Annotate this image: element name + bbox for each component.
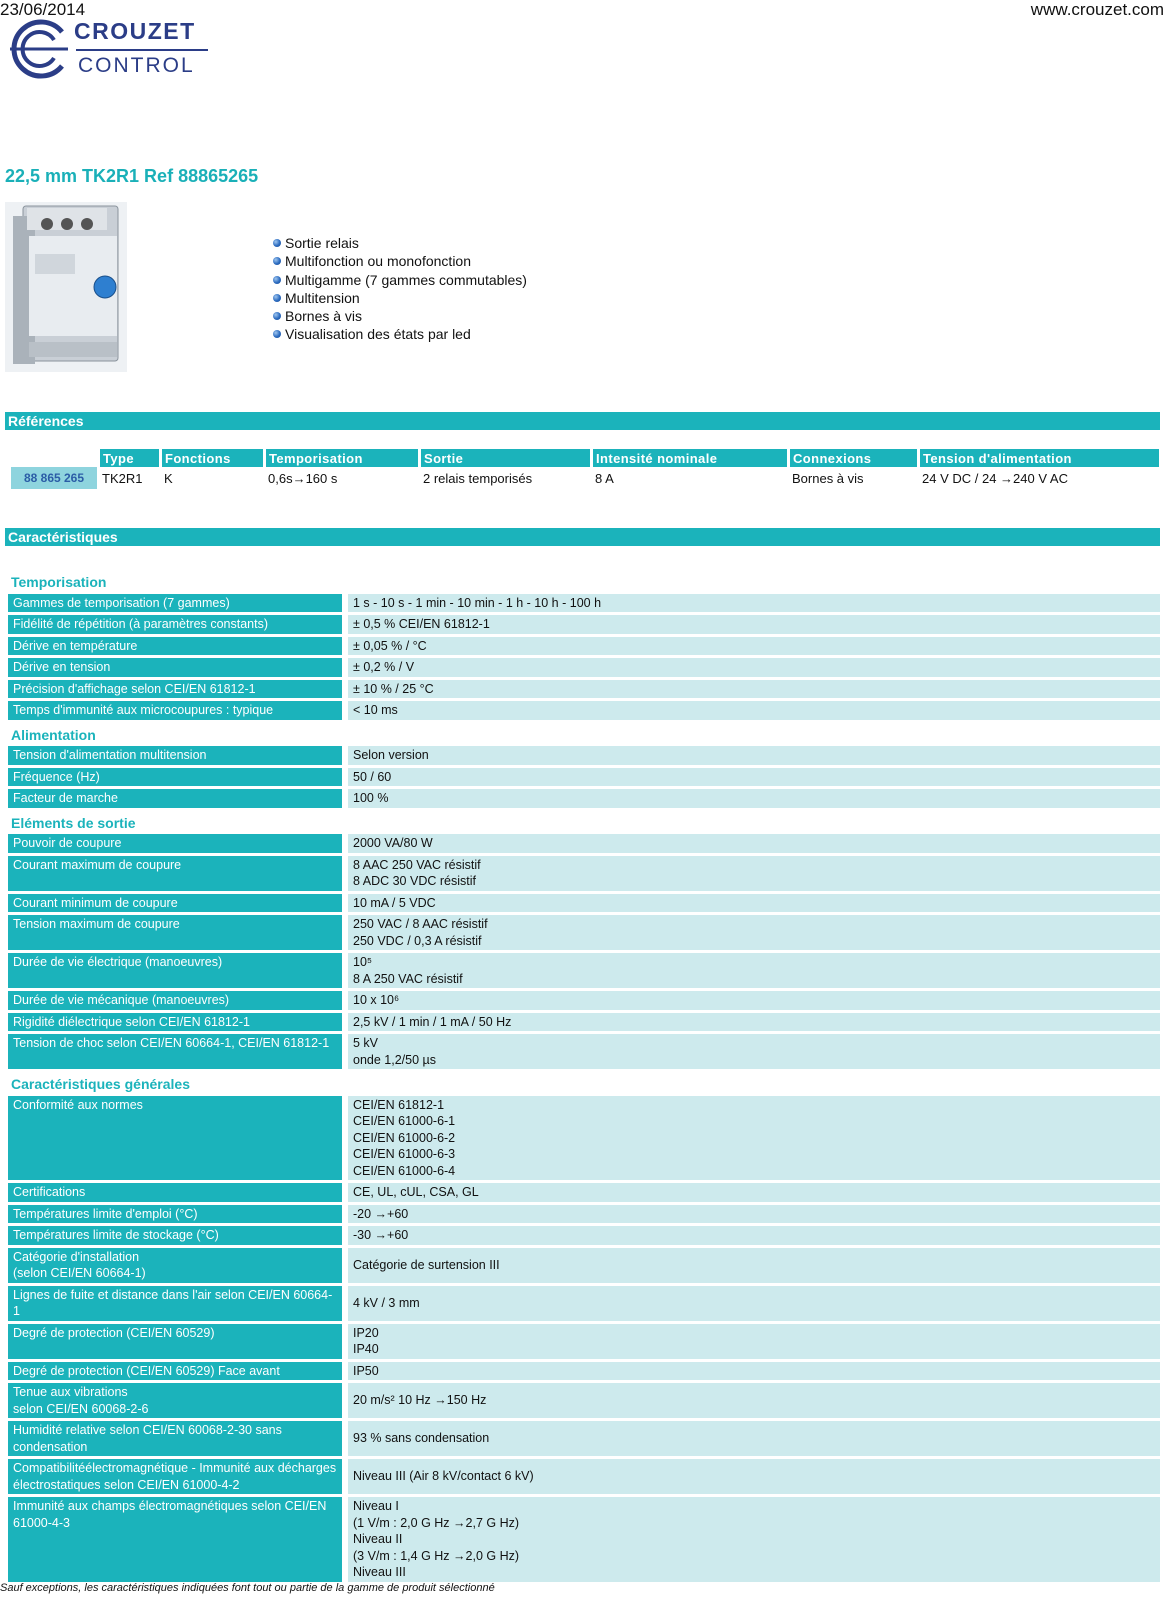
col-header-sortie: Sortie bbox=[421, 449, 590, 467]
value-line: CEI/EN 61000-6-3 bbox=[353, 1147, 456, 1161]
characteristic-value bbox=[348, 915, 1160, 950]
table-row bbox=[8, 1034, 1160, 1069]
col-header-intensite: Intensité nominale bbox=[593, 449, 787, 467]
characteristic-label: Gammes de temporisation (7 gammes) bbox=[8, 594, 348, 613]
reference-code[interactable]: 88 865 265 bbox=[11, 467, 97, 489]
feature-list bbox=[273, 234, 527, 344]
characteristic-value bbox=[348, 637, 1160, 656]
table-row bbox=[8, 1013, 1160, 1032]
feature-item: Multifonction ou monofonction bbox=[273, 252, 527, 270]
table-cell: TK2R1 bbox=[102, 470, 143, 486]
characteristic-label: Dérive en température bbox=[8, 637, 348, 656]
characteristic-value bbox=[348, 1362, 1160, 1381]
value-line: 100 % bbox=[353, 791, 389, 805]
characteristic-value bbox=[348, 953, 1160, 988]
table-row bbox=[8, 834, 1160, 853]
table-row bbox=[8, 1205, 1160, 1224]
value-line: Niveau III (Air 8 kV/contact 6 kV) bbox=[353, 1469, 534, 1484]
table-row bbox=[8, 1459, 1160, 1494]
group-header bbox=[8, 811, 1160, 832]
table-row bbox=[8, 637, 1160, 656]
value-line: 5 kV bbox=[353, 1036, 379, 1050]
table-row bbox=[8, 856, 1160, 891]
relay-device-icon bbox=[5, 202, 127, 372]
crouzet-logo-icon bbox=[2, 18, 72, 80]
characteristic-value bbox=[348, 1183, 1160, 1202]
group-header bbox=[8, 570, 1160, 591]
value-line: IP40 bbox=[353, 1342, 379, 1356]
value-line: 4 kV / 3 mm bbox=[353, 1295, 420, 1310]
value-line: 2,5 kV / 1 min / 1 mA / 50 Hz bbox=[353, 1014, 512, 1029]
feature-item: Sortie relais bbox=[273, 234, 527, 252]
table-row bbox=[8, 701, 1160, 720]
site-url[interactable]: www.crouzet.com bbox=[1030, 0, 1164, 19]
crouzet-logo bbox=[2, 18, 210, 80]
characteristic-label: Lignes de fuite et distance dans l'air selon CEI/EN 60664-1 bbox=[8, 1286, 348, 1321]
characteristic-label: Compatibilitéélectromagnétique - Immunité aux décharges électrostatiques selon CEI/EN 61000-4-2 bbox=[8, 1459, 348, 1494]
value-line: Selon version bbox=[353, 748, 429, 762]
value-line: CEI/EN 61000-6-4 bbox=[353, 1163, 456, 1178]
value-line: (1 V/m : 2,0 G Hz →2,7 G Hz) bbox=[353, 1515, 520, 1530]
table-row bbox=[8, 594, 1160, 613]
feature-item: Bornes à vis bbox=[273, 307, 527, 325]
characteristic-label: Immunité aux champs électromagnétiques selon CEI/EN 61000-4-3 bbox=[8, 1497, 348, 1582]
characteristic-value bbox=[348, 680, 1160, 699]
characteristic-label: Degré de protection (CEI/EN 60529) bbox=[8, 1324, 348, 1359]
value-line: 10 mA / 5 VDC bbox=[353, 895, 436, 910]
characteristic-value bbox=[348, 768, 1160, 787]
characteristic-label: Dérive en tension bbox=[8, 658, 348, 677]
col-header-tension: Tension d'alimentation bbox=[920, 449, 1159, 467]
value-line: IP50 bbox=[353, 1363, 379, 1378]
group-title: Temporisation bbox=[8, 570, 1160, 591]
product-image bbox=[5, 202, 127, 372]
characteristic-value bbox=[348, 1421, 1160, 1456]
characteristic-value bbox=[348, 615, 1160, 634]
characteristic-label: Durée de vie mécanique (manoeuvres) bbox=[8, 991, 348, 1010]
value-line: 10 x 10⁶ bbox=[353, 993, 400, 1007]
col-header-type: Type bbox=[100, 449, 159, 467]
table-row bbox=[8, 1383, 1160, 1418]
ref-header-blank bbox=[11, 449, 97, 467]
group-title: Caractéristiques générales bbox=[8, 1072, 1160, 1093]
characteristic-value bbox=[348, 1013, 1160, 1032]
value-line: CE, UL, cUL, CSA, GL bbox=[353, 1185, 479, 1199]
table-row bbox=[8, 768, 1160, 787]
value-line: -20 →+60 bbox=[353, 1206, 409, 1221]
value-line: (3 V/m : 1,4 G Hz →2,0 G Hz) bbox=[353, 1548, 520, 1563]
value-line: 1 s - 10 s - 1 min - 10 min - 1 h - 10 h - 100 h bbox=[353, 595, 602, 610]
table-cell: K bbox=[164, 470, 173, 486]
value-line: 8 A 250 VAC résistif bbox=[353, 971, 463, 986]
group-header bbox=[8, 1072, 1160, 1093]
print-date: 23/06/2014 bbox=[0, 0, 86, 19]
characteristic-label: Tenue aux vibrations selon CEI/EN 60068-2-6 bbox=[8, 1383, 348, 1418]
value-line: 93 % sans condensation bbox=[353, 1431, 490, 1446]
col-header-fonctions: Fonctions bbox=[162, 449, 263, 467]
characteristic-value bbox=[348, 658, 1160, 677]
characteristic-label: Pouvoir de coupure bbox=[8, 834, 348, 853]
characteristic-label: Humidité relative selon CEI/EN 60068-2-30 sans condensation bbox=[8, 1421, 348, 1456]
characteristic-value bbox=[348, 1497, 1160, 1582]
table-row bbox=[8, 1226, 1160, 1245]
value-line: 20 m/s² 10 Hz →150 Hz bbox=[353, 1393, 487, 1408]
characteristic-label: Températures limite d'emploi (°C) bbox=[8, 1205, 348, 1224]
characteristic-value bbox=[348, 1324, 1160, 1359]
table-row bbox=[8, 894, 1160, 913]
section-references: Références bbox=[5, 412, 1160, 430]
value-line: -30 →+60 bbox=[353, 1228, 409, 1242]
value-line: ± 0,2 % / V bbox=[353, 660, 415, 674]
value-line: 10⁵ bbox=[353, 955, 373, 969]
characteristic-label: Conformité aux normes bbox=[8, 1096, 348, 1181]
value-line: CEI/EN 61812-1 bbox=[353, 1097, 445, 1112]
table-cell: 2 relais temporisés bbox=[423, 470, 533, 486]
page-title: 22,5 mm TK2R1 Ref 88865265 bbox=[5, 166, 259, 186]
characteristic-label: Facteur de marche bbox=[8, 789, 348, 808]
characteristic-label: Rigidité diélectrique selon CEI/EN 61812-1 bbox=[8, 1013, 348, 1032]
group-header bbox=[8, 723, 1160, 744]
table-row bbox=[8, 1362, 1160, 1381]
characteristic-value bbox=[348, 1226, 1160, 1245]
value-line: IP20 bbox=[353, 1325, 379, 1340]
characteristic-label: Précision d'affichage selon CEI/EN 61812-1 bbox=[8, 680, 348, 699]
characteristic-label: Temps d'immunité aux microcoupures : typique bbox=[8, 701, 348, 720]
characteristic-label: Certifications bbox=[8, 1183, 348, 1202]
value-line: Catégorie de surtension III bbox=[353, 1257, 500, 1272]
feature-item: Visualisation des états par led bbox=[273, 325, 527, 343]
value-line: ± 0,5 % CEI/EN 61812-1 bbox=[353, 617, 490, 631]
characteristic-value bbox=[348, 991, 1160, 1010]
characteristic-value bbox=[348, 894, 1160, 913]
feature-item: Multitension bbox=[273, 289, 527, 307]
value-line: CEI/EN 61000-6-2 bbox=[353, 1130, 456, 1145]
characteristic-value bbox=[348, 1383, 1160, 1418]
table-cell: Bornes à vis bbox=[792, 470, 864, 486]
table-row bbox=[8, 658, 1160, 677]
characteristic-label: Tension maximum de coupure bbox=[8, 915, 348, 950]
characteristic-value bbox=[348, 701, 1160, 720]
characteristic-label: Courant minimum de coupure bbox=[8, 894, 348, 913]
table-row bbox=[8, 991, 1160, 1010]
value-line: Niveau II bbox=[353, 1532, 403, 1546]
table-row bbox=[8, 1248, 1160, 1283]
characteristic-label: Courant maximum de coupure bbox=[8, 856, 348, 891]
table-row bbox=[8, 615, 1160, 634]
value-line: 250 VDC / 0,3 A résistif bbox=[353, 933, 482, 948]
feature-item: Multigamme (7 gammes commutables) bbox=[273, 271, 527, 289]
value-line: ± 0,05 % / °C bbox=[353, 638, 427, 653]
references-table bbox=[8, 449, 1162, 489]
table-row bbox=[8, 746, 1160, 765]
table-row bbox=[8, 915, 1160, 950]
logo-word-crouzet: CROUZET bbox=[74, 18, 196, 44]
logo-divider bbox=[76, 49, 208, 51]
value-line: Niveau III bbox=[353, 1565, 406, 1579]
value-line: 250 VAC / 8 AAC résistif bbox=[353, 917, 488, 931]
characteristic-value bbox=[348, 834, 1160, 853]
table-row bbox=[8, 1324, 1160, 1359]
characteristic-label: Tension de choc selon CEI/EN 60664-1, CEI/EN 61812-1 bbox=[8, 1034, 348, 1069]
table-row bbox=[8, 1497, 1160, 1582]
group-title: Alimentation bbox=[8, 723, 1160, 744]
table-row bbox=[8, 953, 1160, 988]
table-row bbox=[8, 680, 1160, 699]
section-characteristics: Caractéristiques bbox=[5, 528, 1160, 546]
table-row bbox=[11, 467, 1159, 489]
logo-word-control: CONTROL bbox=[78, 54, 195, 77]
characteristic-value bbox=[348, 1459, 1160, 1494]
characteristic-label: Degré de protection (CEI/EN 60529) Face avant bbox=[8, 1362, 348, 1381]
characteristic-value bbox=[348, 1248, 1160, 1283]
table-row bbox=[8, 1421, 1160, 1456]
table-row bbox=[8, 789, 1160, 808]
characteristic-value bbox=[348, 856, 1160, 891]
characteristics-table bbox=[8, 567, 1160, 1585]
value-line: 50 / 60 bbox=[353, 769, 392, 784]
characteristic-value bbox=[348, 1096, 1160, 1181]
table-cell: 24 V DC / 24 →240 V AC bbox=[922, 470, 1068, 486]
characteristic-value bbox=[348, 789, 1160, 808]
value-line: onde 1,2/50 µs bbox=[353, 1052, 436, 1067]
table-cell: 8 A bbox=[595, 470, 614, 486]
table-row bbox=[8, 1183, 1160, 1202]
value-line: CEI/EN 61000-6-1 bbox=[353, 1114, 456, 1128]
characteristic-label: Fidélité de répétition (à paramètres constants) bbox=[8, 615, 348, 634]
table-row bbox=[8, 1286, 1160, 1321]
value-line: 8 ADC 30 VDC résistif bbox=[353, 874, 476, 888]
value-line: < 10 ms bbox=[353, 703, 398, 717]
value-line: 2000 VA/80 W bbox=[353, 836, 433, 850]
characteristic-value bbox=[348, 1034, 1160, 1069]
value-line: ± 10 % / 25 °C bbox=[353, 681, 434, 696]
table-row bbox=[8, 1096, 1160, 1181]
characteristic-label: Catégorie d'installation (selon CEI/EN 60664-1) bbox=[8, 1248, 348, 1283]
col-header-connexions: Connexions bbox=[790, 449, 917, 467]
characteristic-value bbox=[348, 594, 1160, 613]
group-title: Eléments de sortie bbox=[8, 811, 1160, 832]
characteristic-label: Tension d'alimentation multitension bbox=[8, 746, 348, 765]
value-line: 8 AAC 250 VAC résistif bbox=[353, 857, 481, 872]
col-header-temporisation: Temporisation bbox=[266, 449, 418, 467]
characteristic-value bbox=[348, 1205, 1160, 1224]
characteristic-value bbox=[348, 746, 1160, 765]
footnote: Sauf exceptions, les caractéristiques indiquées font tout ou partie de la gamme de produit sélectionné bbox=[0, 1582, 495, 1594]
value-line: Niveau I bbox=[353, 1499, 399, 1513]
characteristic-value bbox=[348, 1286, 1160, 1321]
characteristic-label: Durée de vie électrique (manoeuvres) bbox=[8, 953, 348, 988]
characteristic-label: Fréquence (Hz) bbox=[8, 768, 348, 787]
table-cell: 0,6s→160 s bbox=[268, 470, 338, 486]
characteristic-label: Températures limite de stockage (°C) bbox=[8, 1226, 348, 1245]
